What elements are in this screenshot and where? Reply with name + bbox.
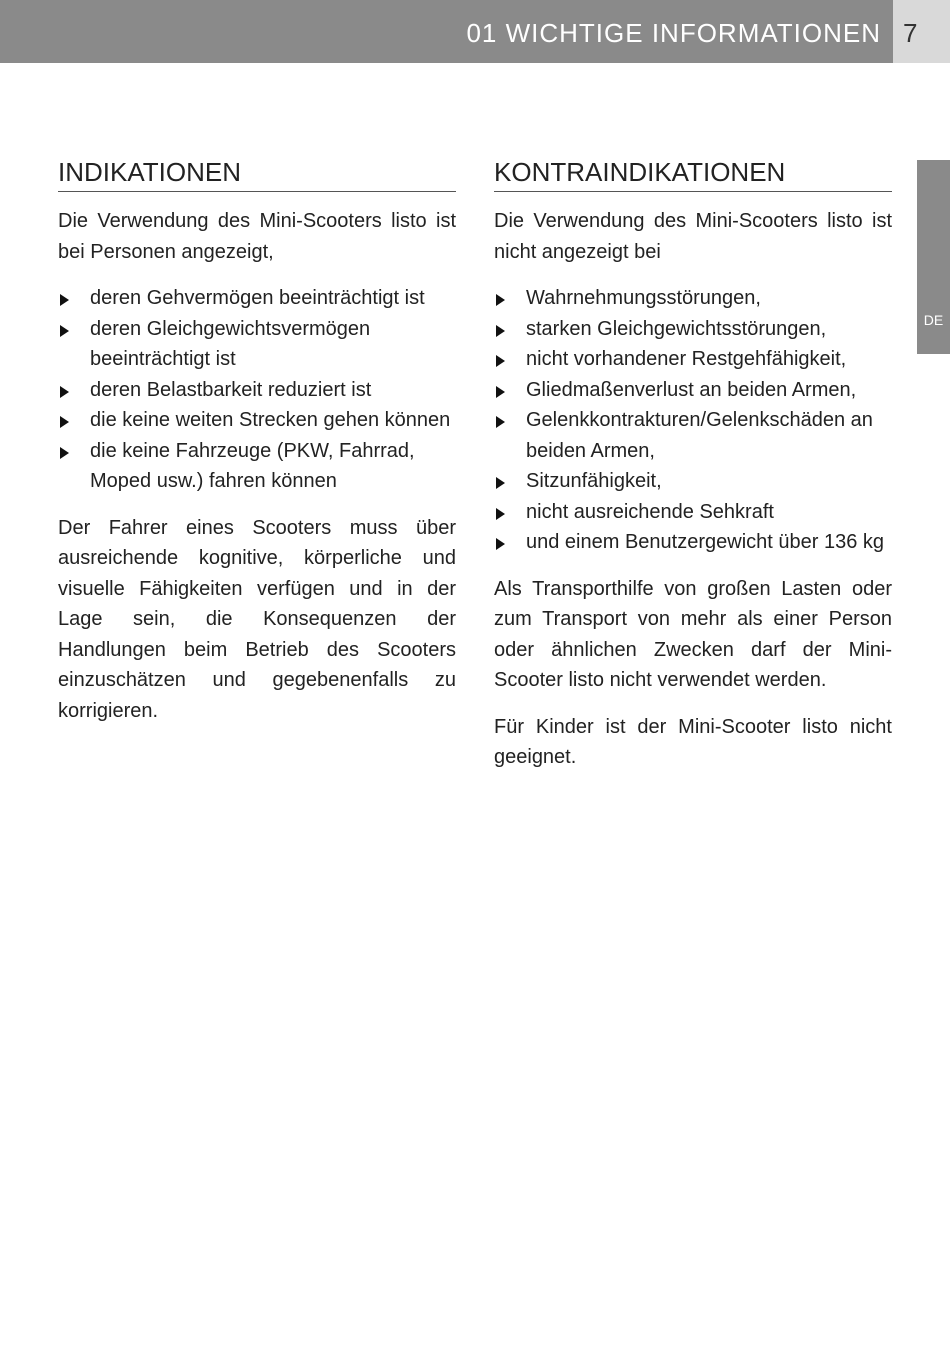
triangle-bullet-icon [496, 416, 505, 428]
language-label: DE [923, 312, 944, 328]
list-item-text: deren Gleichgewichtsvermögen beeinträchtigt ist [90, 317, 371, 370]
list-item-text: nicht ausreichende Sehkraft [526, 500, 774, 523]
triangle-bullet-icon [496, 355, 505, 367]
chapter-title: 01 WICHTIGE INFORMATIONEN [466, 18, 881, 48]
triangle-bullet-icon [60, 447, 69, 459]
page-number: 7 [903, 18, 918, 48]
triangle-bullet-icon [60, 294, 69, 306]
triangle-bullet-icon [496, 386, 505, 398]
list-item [494, 405, 892, 466]
list-item-text: deren Belastbarkeit reduziert ist [90, 378, 372, 401]
list-item [494, 283, 892, 314]
indications-intro: Die Verwendung des Mini-Scooters listo ist bei Personen angezeigt, [58, 210, 456, 263]
list-item [58, 436, 456, 497]
list-item [58, 405, 456, 436]
list-item-text: Gliedmaßenverlust an beiden Armen, [526, 378, 857, 401]
triangle-bullet-icon [496, 477, 505, 489]
list-item-text: die keine Fahrzeuge (PKW, Fahrrad, Moped usw.) fahren können [90, 439, 415, 492]
list-item-text: und einem Benutzergewicht über 136 kg [526, 531, 885, 553]
indications-section [58, 155, 456, 726]
list-item [494, 497, 892, 528]
list-item-text: Sitzunfähigkeit, [526, 470, 662, 492]
list-item [494, 466, 892, 497]
header-bar [0, 0, 893, 63]
contraindications-paragraph-children: Für Kinder ist der Mini-Scooter listo nicht geeignet. [494, 715, 892, 768]
indications-heading: INDIKATIONEN [58, 155, 456, 192]
list-item-text: Wahrnehmungsstörungen, [526, 287, 761, 309]
triangle-bullet-icon [496, 325, 505, 337]
list-item-text: die keine weiten Strecken gehen können [90, 409, 451, 431]
contraindications-heading: KONTRAINDIKATIONEN [494, 155, 892, 192]
list-item [494, 527, 892, 558]
triangle-bullet-icon [60, 416, 69, 428]
list-item [58, 375, 456, 406]
contraindications-intro: Die Verwendung des Mini-Scooters listo ist nicht angezeigt bei [494, 210, 892, 263]
indications-paragraph: Der Fahrer eines Scooters muss über ausreichende kognitive, körperliche und visuelle Fähigkeiten verfügen und in der Lage sein, die Konsequenzen der Handlungen beim Betrieb des Scooters einzuschätzen und gegebenenfalls zu korrigieren. [58, 516, 456, 722]
list-item [494, 375, 892, 406]
list-item-text: deren Gehvermögen beeinträchtigt ist [90, 287, 425, 309]
language-tab [917, 160, 950, 354]
contraindications-section [494, 155, 892, 773]
list-item [58, 314, 456, 375]
triangle-bullet-icon [60, 386, 69, 398]
list-item-text: starken Gleichgewichtsstörungen, [526, 317, 827, 340]
triangle-bullet-icon [496, 294, 505, 306]
triangle-bullet-icon [60, 325, 69, 337]
contraindications-list [494, 283, 892, 558]
contraindications-paragraph-transport: Als Transporthilfe von großen Lasten oder zum Transport von mehr als einer Person oder ähnlichen Zwecken darf der Mini-Scooter listo nicht verwendet werden. [494, 577, 892, 691]
triangle-bullet-icon [496, 508, 505, 520]
page-number-box [893, 0, 950, 63]
list-item [58, 283, 456, 314]
list-item [494, 314, 892, 345]
list-item-text: Gelenkkontrakturen/Gelenkschäden an beiden Armen, [526, 409, 873, 462]
list-item-text: nicht vorhandener Restgehfähigkeit, [526, 348, 847, 370]
triangle-bullet-icon [496, 538, 505, 550]
list-item [494, 344, 892, 375]
indications-list [58, 283, 456, 497]
